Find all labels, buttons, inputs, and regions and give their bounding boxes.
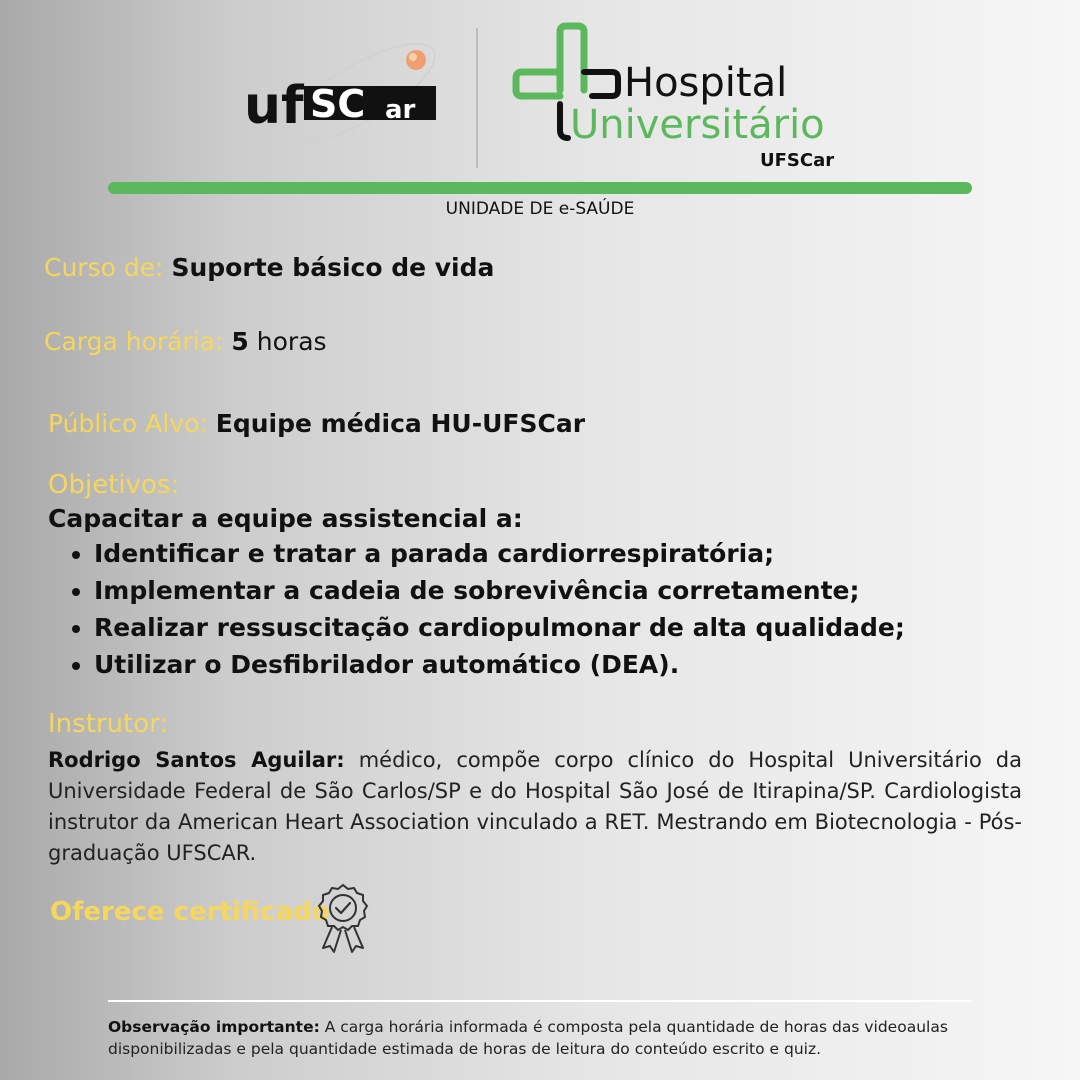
- list-item: • Utilizar o Desfibrilador automático (DEA).: [94, 646, 1048, 683]
- note-text: A carga horária informada é composta pela quantidade de horas das videoaulas disponibilizadas e pela quantidade estimada de horas de leitura do conteúdo escrito e quiz.: [108, 1018, 948, 1058]
- logo-divider: [476, 28, 478, 168]
- header-green-bar: [108, 182, 972, 194]
- hospital-universitario-logo: [512, 20, 842, 170]
- instructor-bio: médico, compõe corpo clínico do Hospital Universitário da Universidade Federal de São Carlos/SP e do Hospital São José de Itirapina/SP. Cardiologista instrutor da American Heart Association vinculado a RET. Mestrando em Biotecnologia - Pós-graduação UFSCAR.: [48, 748, 1022, 865]
- footer-note: [108, 1016, 988, 1060]
- note-label: Observação importante:: [108, 1018, 320, 1036]
- course-value: Suporte básico de vida: [171, 253, 495, 282]
- svg-text:uf: uf: [244, 76, 304, 136]
- instructor-description: [48, 745, 1022, 869]
- list-item: • Identificar e tratar a parada cardiorrespiratória;: [94, 535, 1048, 572]
- certificate-label: Oferece certificado: [50, 897, 330, 927]
- objectives-section: [48, 470, 1048, 683]
- hours-line: [44, 327, 327, 356]
- list-item: • Realizar ressuscitação cardiopulmonar de alta qualidade;: [94, 609, 1048, 646]
- hours-unit: horas: [256, 327, 327, 356]
- svg-text:Hospital: Hospital: [624, 60, 788, 106]
- list-item: • Implementar a cadeia de sobrevivência corretamente;: [94, 572, 1048, 609]
- objectives-intro: Capacitar a equipe assistencial a:: [48, 504, 523, 533]
- unit-label: UNIDADE DE e-SAÚDE: [445, 199, 635, 219]
- audience-label: Público Alvo:: [48, 409, 208, 438]
- hours-number: 5: [231, 327, 249, 356]
- svg-text:ar: ar: [385, 95, 416, 125]
- instructor-label: Instrutor:: [48, 709, 169, 739]
- ufscar-logo: [240, 38, 440, 148]
- svg-text:SC: SC: [310, 82, 366, 126]
- certificate-badge-icon: [315, 882, 371, 954]
- audience-value: Equipe médica HU-UFSCar: [215, 409, 586, 438]
- instructor-name: Rodrigo Santos Aguilar:: [48, 748, 345, 772]
- course-label: Curso de:: [44, 253, 164, 282]
- objectives-label: Objetivos:: [48, 470, 180, 500]
- hours-label: Carga horária:: [44, 327, 224, 356]
- objectives-list: [48, 535, 1048, 683]
- audience-line: [48, 409, 585, 438]
- course-line: [44, 253, 494, 282]
- svg-text:Universitário: Universitário: [570, 102, 825, 148]
- svg-text:UFSCar: UFSCar: [760, 150, 835, 170]
- footer-divider: [108, 1000, 972, 1002]
